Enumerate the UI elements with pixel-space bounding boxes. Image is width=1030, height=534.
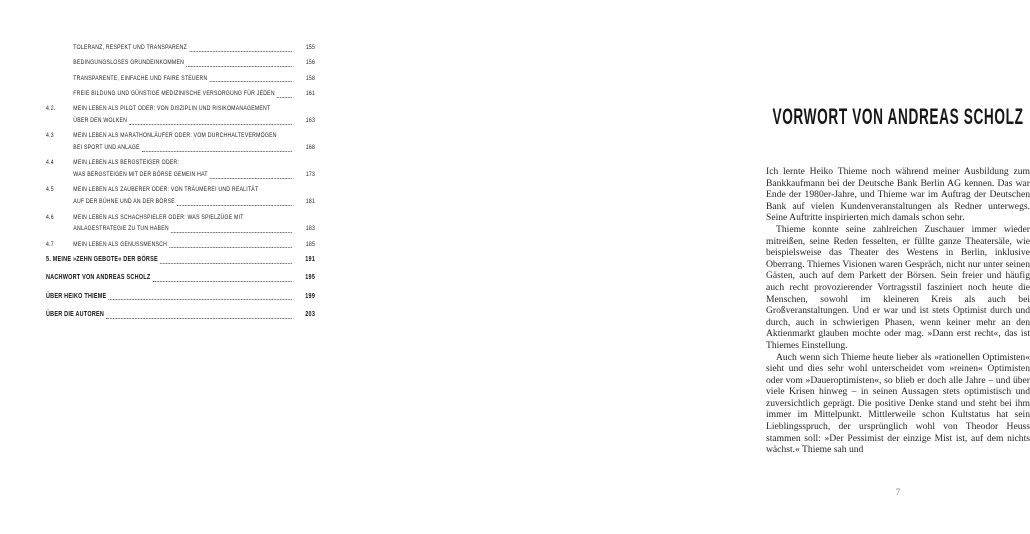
toc-entry-number: 4.4	[46, 159, 54, 167]
toc-entry	[46, 239, 315, 251]
toc-entry	[46, 73, 315, 85]
chapter-heading	[766, 104, 1030, 134]
toc-entry-label: BEDINGUNGSLOSES GRUNDEINKOMMEN	[73, 59, 185, 67]
dot-leader	[106, 318, 291, 319]
dot-leader	[186, 66, 291, 67]
toc-entry-label: FREIE BILDUNG UND GÜNSTIGE MEDIZINISCHE VERSORGUNG FÜR JEDEN	[73, 89, 275, 97]
toc-page-number: 199	[305, 292, 316, 300]
dot-leader	[171, 232, 292, 233]
toc-line	[46, 254, 315, 266]
toc-page-number: 185	[305, 240, 316, 248]
toc-line	[46, 239, 315, 251]
toc-entry-number: 4.3	[46, 132, 54, 140]
toc-entry	[46, 130, 315, 154]
dot-leader	[210, 81, 292, 82]
dot-leader	[169, 247, 291, 248]
toc-line	[46, 130, 315, 142]
toc-page-number: 163	[305, 116, 316, 124]
toc-entry-label: MEIN LEBEN ALS SCHACHSPIELER ODER: WAS SPIELZÜGE MIT	[73, 213, 244, 221]
toc-entry	[46, 212, 315, 236]
toc-line	[46, 291, 315, 303]
chapter-heading-text: VORWORT VON ANDREAS SCHOLZ	[772, 104, 1024, 129]
right-page	[360, 0, 1030, 534]
toc-page-number: 161	[305, 89, 316, 97]
body-paragraph: Ich lernte Heiko Thieme noch während meiner Ausbildung zum Bankkaufmann bei der Deutsche Bank Berlin AG kennen. Das war Ende der 1980er-Jahre, und Thieme war im Auftrag der Deutschen Bank auf vielen Kundenveranstaltungen als Redner unterwegs. Seine Auftritte inspirierten mich damals schon sehr.	[766, 166, 1030, 224]
dot-leader	[109, 299, 292, 300]
toc-entry-label: MEIN LEBEN ALS BERGSTEIGER ODER:	[73, 159, 180, 167]
toc-entry-label: MEIN LEBEN ALS GENUSSMENSCH	[73, 240, 168, 248]
toc-entry	[46, 157, 315, 181]
toc-entry	[46, 184, 315, 208]
toc-page-number: 191	[305, 255, 316, 263]
toc-line	[46, 73, 315, 85]
toc-entry-label: AUF DER BÜHNE UND AN DER BÖRSE	[73, 198, 175, 206]
toc-line	[46, 115, 315, 127]
toc-entry-label: NACHWORT VON ANDREAS SCHOLZ	[46, 274, 151, 282]
body-paragraph: Thieme konnte seine zahlreichen Zuschauer immer wieder mitreißen, seine Reden fesselten, er füllte ganze Theatersäle, wie beispielsweise das Theater des Westens in Berlin, inklusive Oberrang. Thiemes Visionen waren Gespräch, nicht nur unter seinen Gästen, auch auf dem Parkett der Börsen. Sein freier und häufig auch recht provozierender Vortragsstil fasziniert noch heute die Menschen, sowohl im kleineren Kreis als auch bei Großveranstaltungen. Und er war und ist stets Optimist durch und durch, auch in schwierigen Phasen, wenn keiner mehr an den Aktienmarkt glauben mochte oder mag. »Dann erst recht«, das ist Thiemes Einstellung.	[766, 223, 1030, 351]
toc-entry	[46, 272, 315, 284]
toc-page-number: 181	[305, 198, 316, 206]
toc-page-number: 173	[305, 171, 316, 179]
toc-line	[46, 309, 315, 321]
toc-line	[46, 57, 315, 69]
toc-page-number: 158	[305, 74, 316, 82]
toc-entry-label: MEIN LEBEN ALS MARATHONLÄUFER ODER: VOM DURCHHALTEVERMÖGEN	[73, 132, 277, 140]
toc-entry	[46, 103, 315, 127]
page-number: 7	[895, 488, 901, 498]
toc-page-number: 203	[305, 310, 316, 318]
dot-leader	[129, 124, 291, 125]
toc-entry	[46, 309, 315, 321]
dot-leader	[153, 281, 292, 282]
toc-entry	[46, 88, 315, 100]
toc-line	[46, 88, 315, 100]
left-page	[0, 0, 360, 534]
body-paragraph: Auch wenn sich Thieme heute lieber als »rationellen Optimisten« sieht und dies sehr wohl unterscheidet vom »reinen« Optimisten oder vom »Daueroptimisten«, so blieb er doch alle Jahre – und über viele Krisen hinweg – in seinen Aussagen stets optimistisch und zuversichtlich geprägt. Die positive Denke stand und steht bei ihm immer im Mittelpunkt. Mittlerweile schon Kultstatus hat sein Lieblingsspruch, der ursprünglich wohl von Theodor Heuss stammen soll: »Der Pessimist der einzige Mist ist, auf dem nichts wächst.« Thieme sah und	[766, 351, 1030, 456]
dot-leader	[210, 178, 292, 179]
toc-line	[46, 42, 315, 54]
toc-entry-label: MEIN LEBEN ALS PILOT ODER: VON DISZIPLIN UND RISIKOMANAGEMENT	[73, 105, 271, 113]
toc-line	[46, 157, 315, 169]
toc-page-number: 195	[305, 274, 316, 282]
toc-entry-label: MEIN LEBEN ALS ZAUBERER ODER: VON TRÄUMEREI UND REALITÄT	[73, 186, 259, 194]
toc-entry-label: WAS BERGSTEIGEN MIT DER BÖRSE GEMEIN HAT	[73, 171, 208, 179]
toc-line	[46, 212, 315, 224]
chapter-body	[766, 166, 1030, 456]
toc-entry-number: 4.5	[46, 186, 54, 194]
dot-leader	[177, 205, 291, 206]
toc-entry-label: ÜBER DIE AUTOREN	[46, 310, 105, 318]
toc-line	[46, 142, 315, 154]
dot-leader	[160, 263, 292, 264]
toc-page-number: 183	[305, 225, 316, 233]
toc-entry	[46, 42, 315, 54]
toc-page-number: 168	[305, 144, 316, 152]
toc-entry-label: 5. MEINE »ZEHN GEBOTE« DER BÖRSE	[46, 255, 158, 263]
toc-page-number: 155	[305, 44, 316, 51]
toc-entry-label: ÜBER HEIKO THIEME	[46, 292, 107, 300]
toc-line	[46, 272, 315, 284]
toc-page-number: 156	[305, 59, 316, 67]
toc-entry-label: ÜBER DEN WOLKEN	[73, 116, 128, 124]
toc-entry-label: TRANSPARENTE, EINFACHE UND FAIRE STEUERN	[73, 74, 208, 82]
toc-entry-label: TOLERANZ, RESPEKT UND TRANSPARENZ	[73, 44, 187, 51]
toc-line	[46, 169, 315, 181]
table-of-contents	[46, 42, 315, 327]
toc-line	[46, 223, 315, 235]
toc-entry	[46, 291, 315, 303]
toc-entry-number: 4.7	[46, 240, 54, 248]
toc-line	[46, 196, 315, 208]
dot-leader	[277, 97, 292, 98]
toc-entry	[46, 254, 315, 266]
toc-line	[46, 103, 315, 115]
toc-entry	[46, 57, 315, 69]
dot-leader	[189, 51, 291, 52]
toc-entry-number: 4.6	[46, 213, 54, 221]
toc-line	[46, 184, 315, 196]
toc-entry-label: ANLAGESTRATEGIE ZU TUN HABEN	[73, 225, 169, 233]
toc-entry-label: BEI SPORT UND ANLAGE	[73, 144, 140, 152]
toc-entry-number: 4.2.	[46, 105, 56, 113]
dot-leader	[142, 151, 292, 152]
